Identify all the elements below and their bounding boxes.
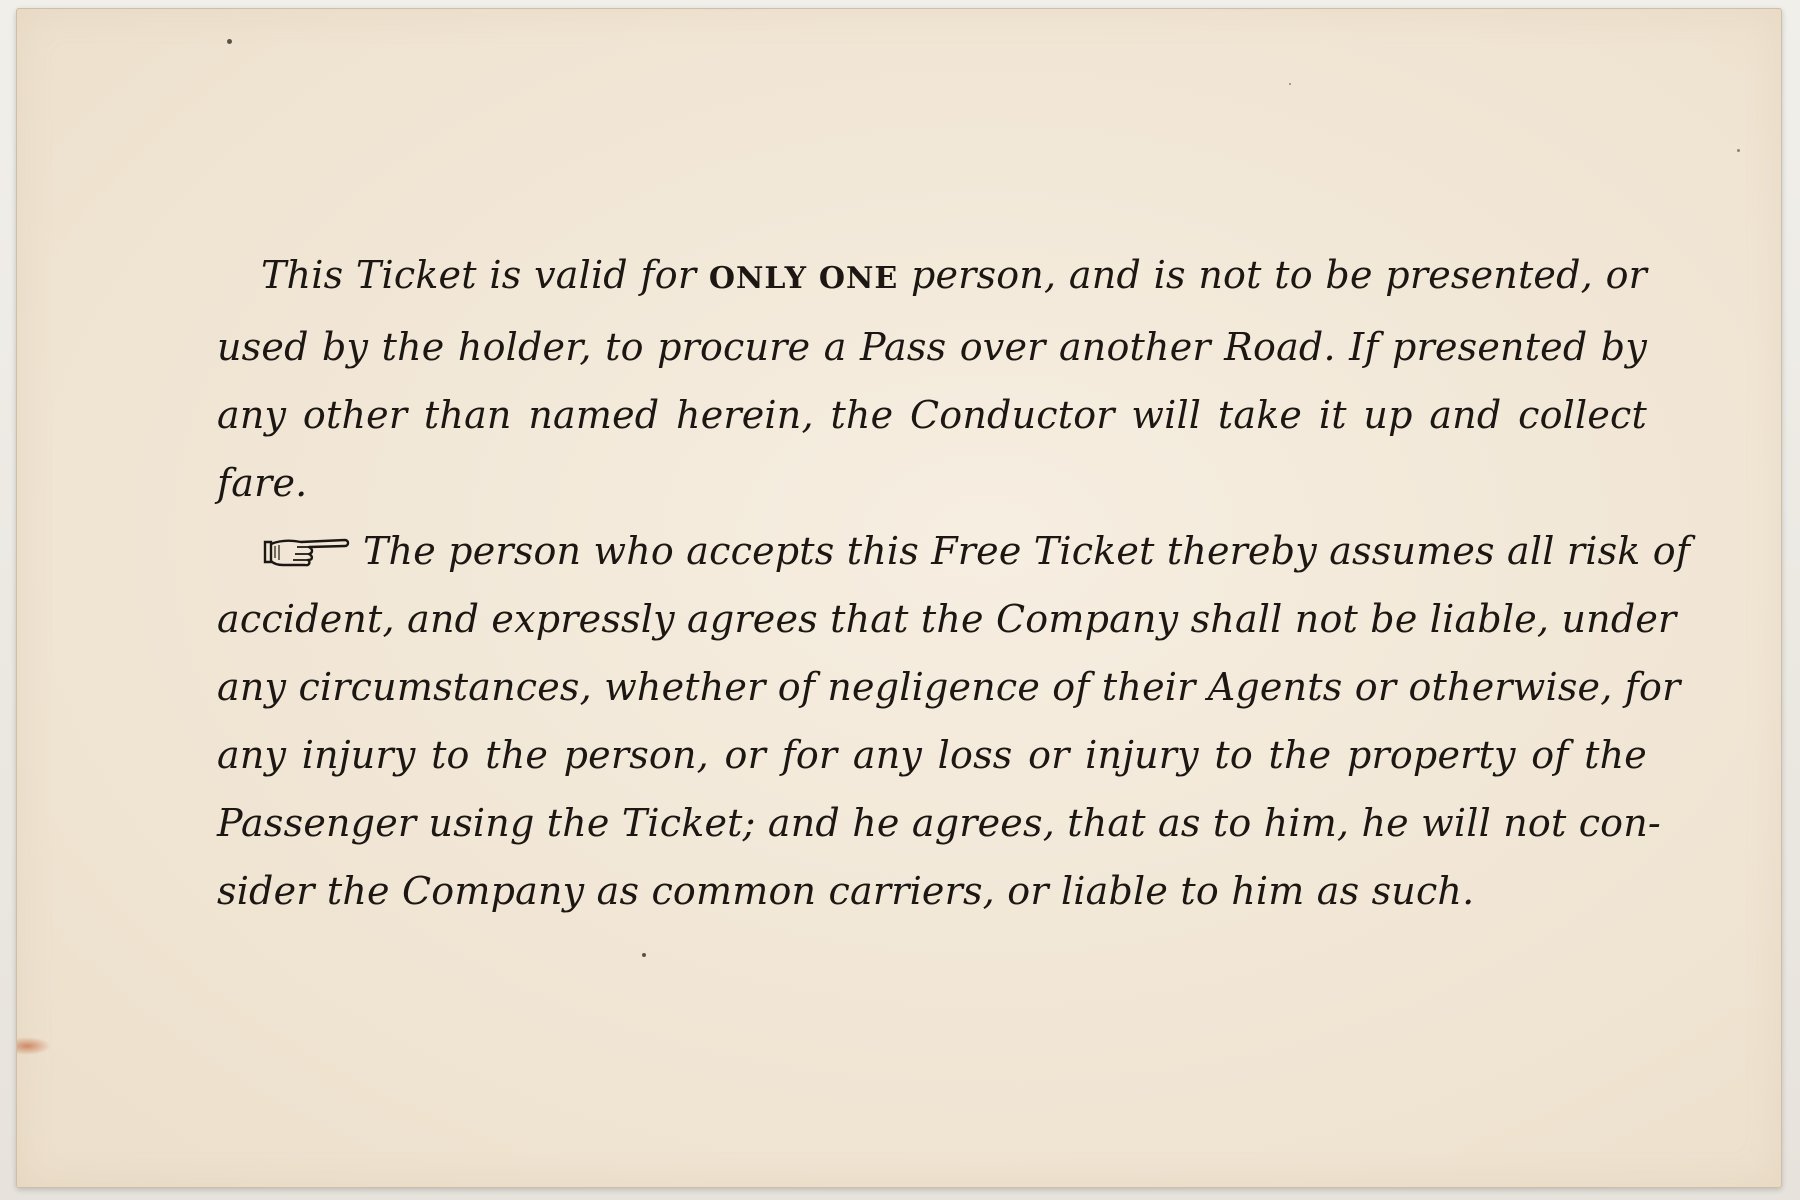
ticket-conditions-text bbox=[217, 241, 1691, 925]
text-run: The person who accepts this Free Ticket thereby assumes all risk of bbox=[363, 529, 1691, 573]
ink-speck bbox=[227, 39, 232, 44]
text-line bbox=[217, 241, 1647, 313]
text-line: used by the holder, to procure a Pass over another Road. If presented by bbox=[217, 325, 1647, 369]
text-line bbox=[217, 517, 1691, 585]
text-line: any injury to the person, or for any loss or injury to the property of the bbox=[217, 733, 1647, 777]
text-line: any other than named herein, the Conductor will take it up and collect bbox=[217, 393, 1647, 437]
ink-speck bbox=[1289, 83, 1291, 85]
rust-stain bbox=[17, 1037, 51, 1055]
emphasis-caps: ONLY ONE bbox=[708, 261, 899, 296]
pointing-hand-icon bbox=[261, 532, 351, 568]
text-line: sider the Company as common carriers, or liable to him as such. bbox=[217, 869, 1475, 913]
text-line: fare. bbox=[217, 461, 308, 505]
text-line: accident, and expressly agrees that the Company shall not be liable, under bbox=[217, 597, 1677, 641]
text-run: This Ticket is valid for bbox=[261, 253, 709, 297]
liability-paragraph bbox=[217, 517, 1691, 925]
text-run: person, and is not to be presented, or bbox=[898, 253, 1648, 297]
text-line: any circumstances, whether of negligence of their Agents or otherwise, for bbox=[217, 665, 1681, 709]
text-line: Passenger using the Ticket; and he agrees, that as to him, he will not con- bbox=[217, 801, 1661, 845]
ink-speck bbox=[642, 953, 646, 957]
validity-paragraph bbox=[217, 241, 1647, 517]
ticket-card bbox=[16, 8, 1782, 1188]
ink-speck bbox=[1737, 149, 1740, 152]
